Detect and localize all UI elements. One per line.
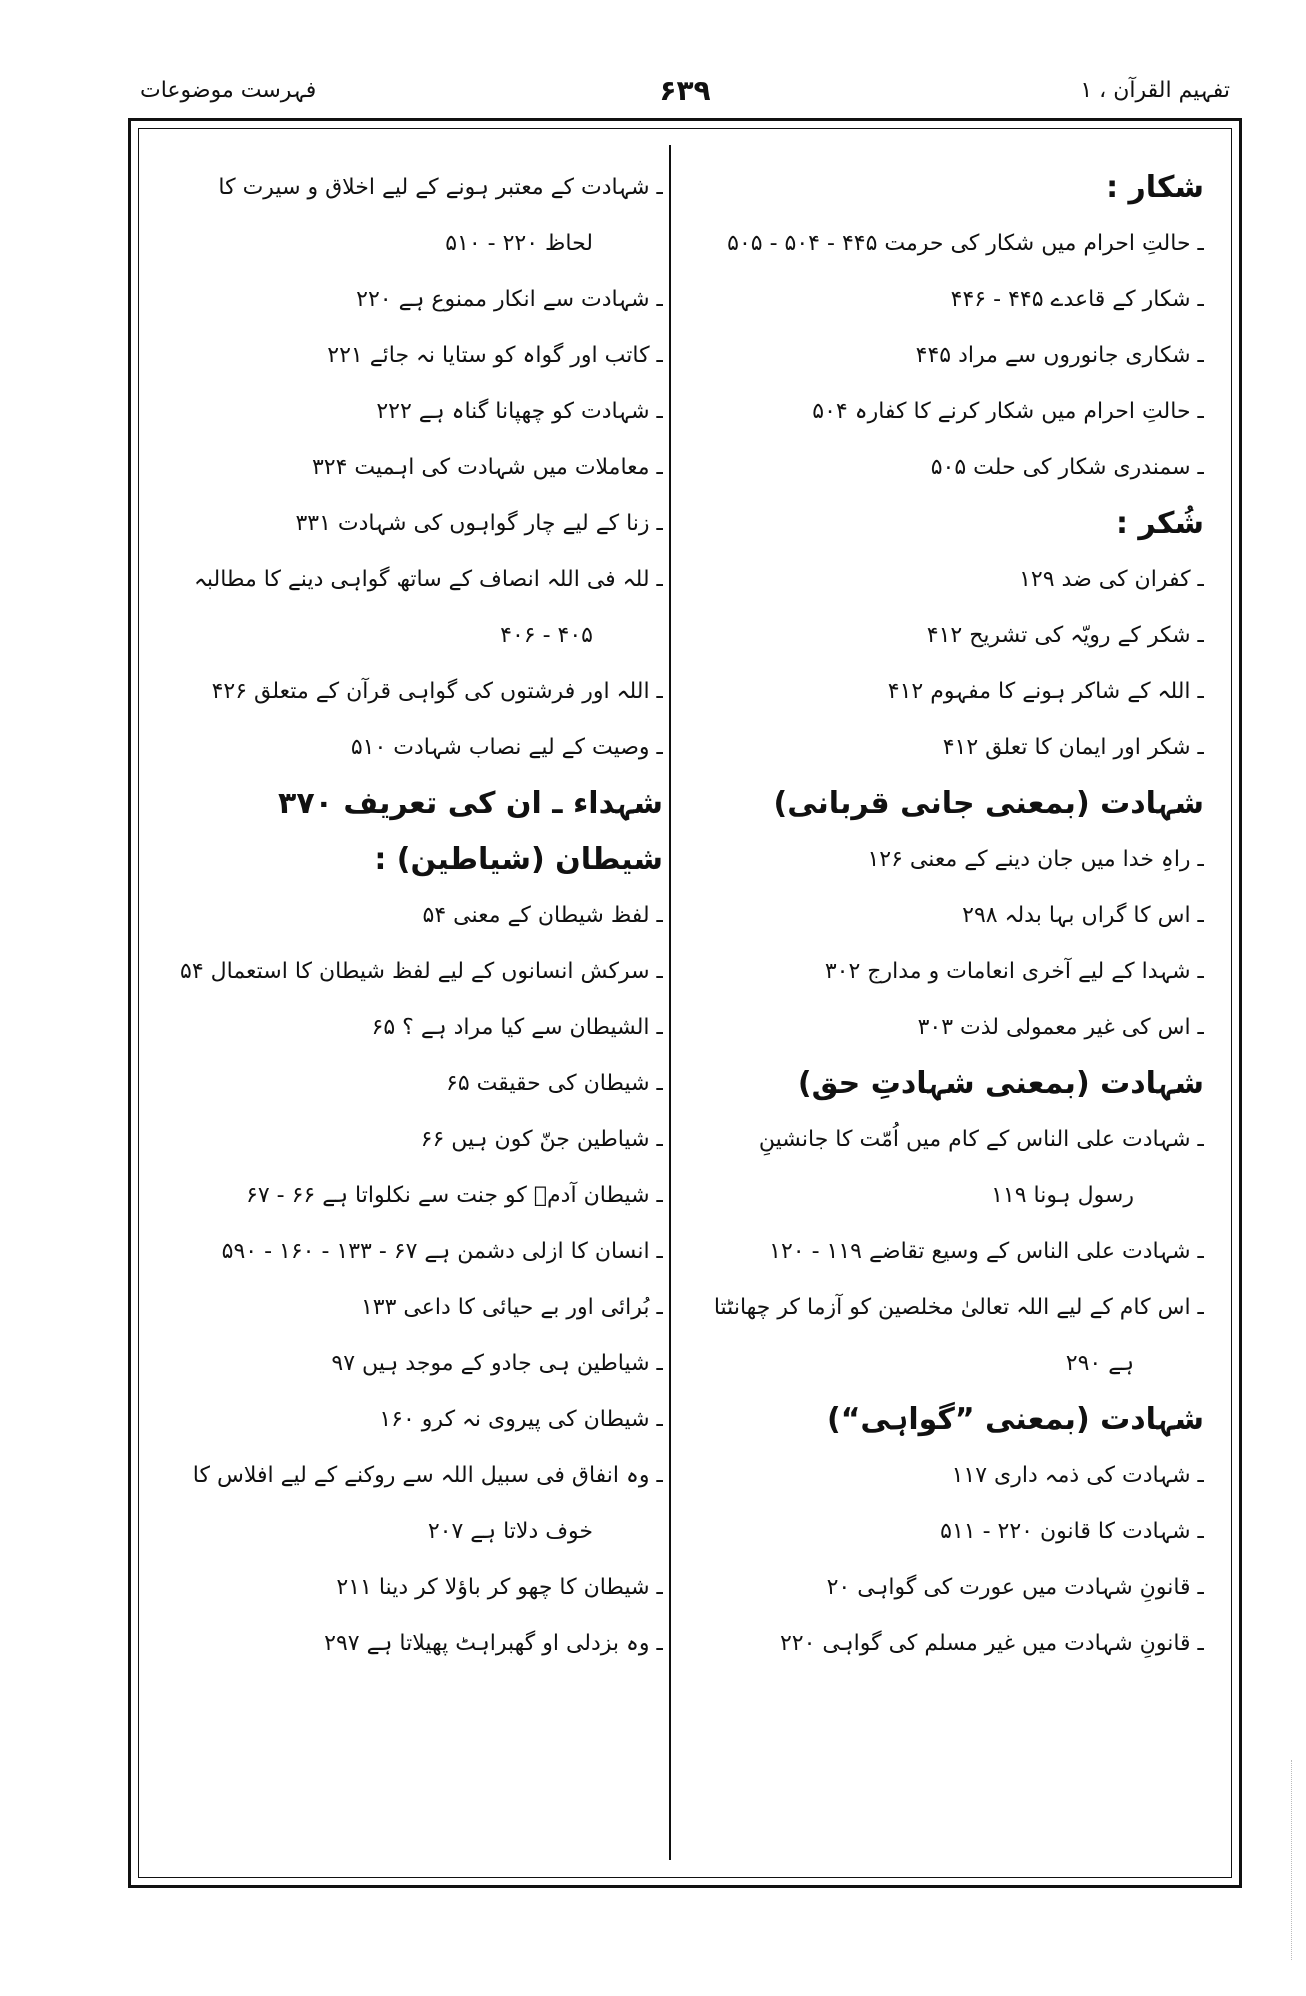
index-entry-continuation: لحاظ ۲۲۰ - ۵۱۰	[445, 231, 593, 256]
index-entry: ـ شہدا کے لیے آخری انعامات و مدارج ۳۰۲	[824, 959, 1204, 984]
index-entry: ـ شیطان کی حقیقت ۶۵	[446, 1071, 663, 1096]
index-entry: ـ وصیت کے لیے نصاب شہادت ۵۱۰	[350, 735, 663, 760]
column-divider	[669, 145, 671, 1860]
index-entry: ـ شہادت کی ذمہ داری ۱۱۷	[951, 1463, 1204, 1488]
index-entry: ـ شہادت کو چھپانا گناہ ہے ۲۲۲	[376, 399, 663, 424]
index-entry: ـ شیاطین ہی جادو کے موجد ہیں ۹۷	[331, 1351, 663, 1376]
index-heading: شہادت (بمعنی جانی قربانی)	[773, 786, 1204, 821]
index-entry: ـ شکر کے رویّہ کی تشریح ۴۱۲	[926, 623, 1204, 648]
index-entry: ـ کفران کی ضد ۱۲۹	[1019, 567, 1204, 592]
index-entry-continuation: خوف دلاتا ہے ۲۰۷	[427, 1519, 593, 1544]
index-heading: شُکر :	[1115, 506, 1204, 541]
index-entry: ـ شیطان کی پیروی نہ کرو ۱۶۰	[379, 1407, 663, 1432]
index-heading: شیطان (شیاطین) :	[374, 842, 663, 877]
scan-edge-marks	[1285, 1760, 1292, 1960]
section-title: فہرست موضوعات	[140, 78, 317, 103]
index-entry: ـ راہِ خدا میں جان دینے کے معنی ۱۲۶	[867, 847, 1204, 872]
index-entry: ـ شہادت علی الناس کے وسیع تقاضے ۱۱۹ - ۱۲۰	[769, 1239, 1204, 1264]
index-entry: ـ زنا کے لیے چار گواہوں کی شہادت ۳۳۱	[295, 511, 663, 536]
index-entry: ـ قانونِ شہادت میں عورت کی گواہی ۲۰	[826, 1575, 1204, 1600]
index-entry: ـ وہ انفاق فی سبیل اللہ سے روکنے کے لیے افلاس کا	[192, 1463, 663, 1488]
index-heading: شہادت (بمعنی شہادتِ حق)	[797, 1066, 1204, 1101]
index-entry: ـ شیطان آدمؑ کو جنت سے نکلواتا ہے ۶۶ - ۶۷	[246, 1183, 663, 1208]
index-entry: ـ لفظ شیطان کے معنی ۵۴	[422, 903, 663, 928]
index-entry-continuation: ہے ۲۹۰	[1065, 1351, 1134, 1376]
page-number: ۶۳۹	[659, 74, 711, 107]
index-entry: ـ شکاری جانوروں سے مراد ۴۴۵	[915, 343, 1204, 368]
index-entry: ـ للہ فی اللہ انصاف کے ساتھ گواہی دینے کا مطالبہ	[193, 567, 663, 592]
index-entry: ـ اس کا گراں بہا بدلہ ۲۹۸	[962, 903, 1204, 928]
index-heading: شہداء ـ ان کی تعریف ۳۷۰	[278, 786, 663, 821]
index-entry: ـ اس کام کے لیے اللہ تعالیٰ مخلصین کو آزما کر چھانٹتا	[713, 1295, 1204, 1320]
index-entry: ـ انسان کا ازلی دشمن ہے ۶۷ - ۱۳۳ - ۱۶۰ - ۵۹۰	[221, 1239, 663, 1264]
index-entry: ـ کاتب اور گواہ کو ستایا نہ جائے ۲۲۱	[327, 343, 663, 368]
index-heading: شکار :	[1106, 170, 1204, 205]
index-entry: ـ شہادت سے انکار ممنوع ہے ۲۲۰	[356, 287, 663, 312]
index-entry: ـ شہادت کے معتبر ہونے کے لیے اخلاق و سیرت کا	[218, 175, 663, 200]
index-entry: ـ شیاطین جنّ کون ہیں ۶۶	[420, 1127, 663, 1152]
index-entry: ـ سمندری شکار کی حلت ۵۰۵	[930, 455, 1204, 480]
index-entry-continuation: رسول ہونا ۱۱۹	[991, 1183, 1134, 1208]
index-entry: ـ حالتِ احرام میں شکار کرنے کا کفارہ ۵۰۴	[812, 399, 1204, 424]
index-entry: ـ اللہ کے شاکر ہونے کا مفہوم ۴۱۲	[887, 679, 1204, 704]
index-entry: ـ شکار کے قاعدے ۴۴۵ - ۴۴۶	[950, 287, 1204, 312]
index-entry: ـ قانونِ شہادت میں غیر مسلم کی گواہی ۲۲۰	[779, 1631, 1204, 1656]
index-heading: شہادت (بمعنی ”گواہی“)	[826, 1402, 1204, 1437]
index-entry: ـ اللہ اور فرشتوں کی گواہی قرآن کے متعلق ۴۲۶	[211, 679, 663, 704]
index-column-right	[684, 160, 1204, 1672]
page-header	[140, 74, 1230, 124]
index-entry: ـ شیطان کا چھو کر باؤلا کر دینا ۲۱۱	[336, 1575, 663, 1600]
index-entry: ـ بُرائی اور بے حیائی کا داعی ۱۳۳	[360, 1295, 663, 1320]
index-entry: ـ حالتِ احرام میں شکار کی حرمت ۴۴۵ - ۵۰۴ - ۵۰۵	[727, 231, 1204, 256]
index-entry: ـ اس کی غیر معمولی لذت ۳۰۳	[917, 1015, 1204, 1040]
index-entry: ـ شکر اور ایمان کا تعلق ۴۱۲	[942, 735, 1204, 760]
index-entry: ـ معاملات میں شہادت کی اہمیت ۳۲۴	[311, 455, 663, 480]
index-entry: ـ وہ بزدلی او گھبراہٹ پھیلاتا ہے ۲۹۷	[324, 1631, 663, 1656]
index-entry: ـ سرکش انسانوں کے لیے لفظ شیطان کا استعمال ۵۴	[180, 959, 663, 984]
index-entry: ـ شہادت کا قانون ۲۲۰ - ۵۱۱	[940, 1519, 1204, 1544]
book-title: تفہیم القرآن ، ۱	[1080, 78, 1230, 103]
index-entry: ـ الشیطان سے کیا مراد ہے ؟ ۶۵	[371, 1015, 663, 1040]
index-column-left	[148, 160, 663, 1672]
index-entry: ـ شہادت علی الناس کے کام میں اُمّت کا جانشینِ	[758, 1127, 1204, 1152]
index-entry-continuation: ۴۰۵ - ۴۰۶	[500, 623, 593, 648]
